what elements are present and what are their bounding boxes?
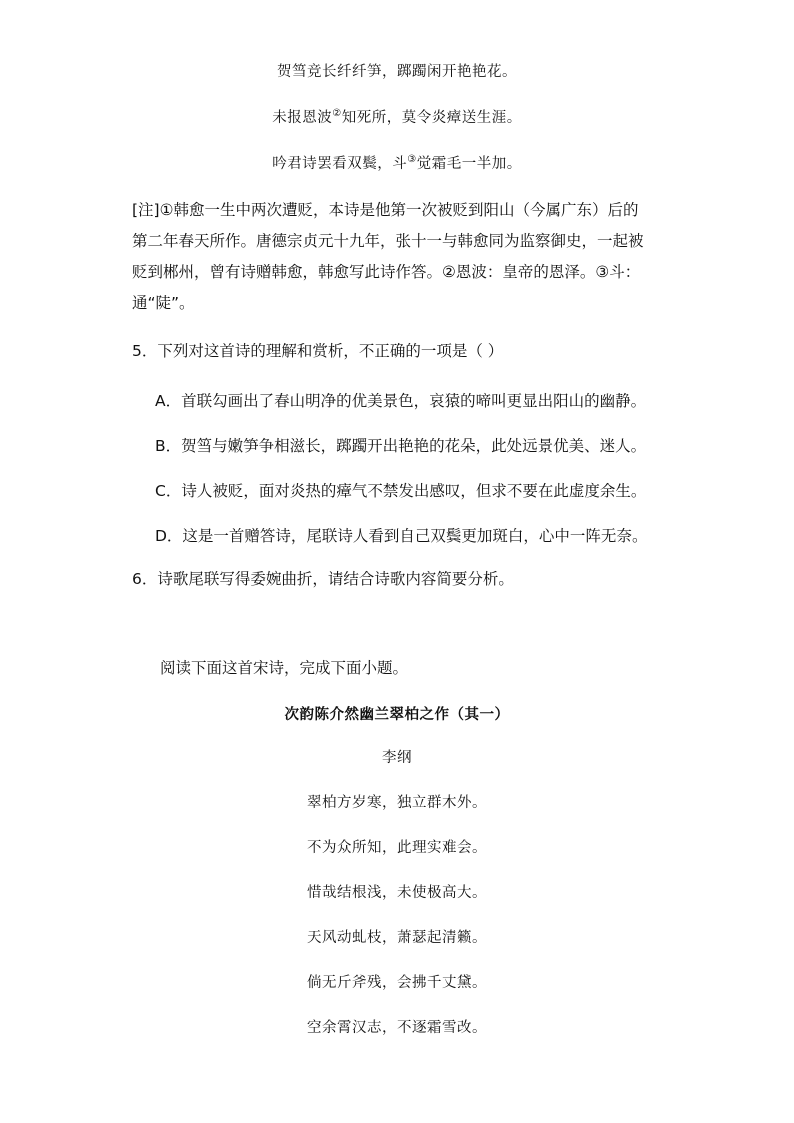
poem2-title: 次韵陈介然幽兰翠柏之作（其一） [284, 706, 510, 723]
poem1-line-1: 贺筜竞长纤纤笋，踯躅闲开艳艳花。 [277, 64, 517, 80]
note-line-3: 贬到郴州，曾有诗赠韩愈，韩愈写此诗作答。②恩波：皇帝的恩泽。③斗： [132, 263, 641, 281]
note-line-2: 第二年春天所作。唐德宗贞元十九年，张十一与韩愈同为监察御史，一起被 [132, 232, 644, 250]
poem2-line-4: 天风动虬枝，萧瑟起清籁。 [307, 930, 487, 946]
footnote-marker-3: ③ [407, 154, 417, 166]
footnote-marker-2: ② [332, 108, 342, 120]
poem2-line-2: 不为众所知，此理实难会。 [307, 840, 487, 856]
note-line-4: 通“陡”。 [132, 294, 195, 312]
question-5-option-c: C．诗人被贬，面对炎热的瘴气不禁发出感叹，但求不要在此虚度余生。 [155, 482, 647, 500]
note-line-1: [注]①韩愈一生中两次遭贬，本诗是他第一次被贬到阳山（今属广东）后的 [132, 201, 639, 219]
question-5-stem: 5．下列对这首诗的理解和赏析，不正确的一项是（ ） [132, 342, 504, 360]
poem2-line-1: 翠柏方岁寒，独立群木外。 [307, 795, 487, 811]
poem2-line-5: 倘无斤斧残，会拂千丈黛。 [307, 975, 487, 991]
question-5-option-a: A．首联勾画出了春山明净的优美景色，哀猿的啼叫更显出阳山的幽静。 [155, 392, 647, 410]
question-5-option-b: B．贺筜与嫩笋争相滋长，踯躅开出艳艳的花朵，此处远景优美、迷人。 [155, 437, 647, 455]
question-5-option-d: D．这是一首赠答诗，尾联诗人看到自己双鬓更加斑白，心中一阵无奈。 [155, 527, 648, 545]
poem1-line-3: 吟君诗罢看双鬓，斗③觉霜毛一半加。 [272, 154, 522, 172]
poem2-author: 李纲 [382, 750, 412, 766]
poem2-line-6: 空余霄汉志，不逐霜雪改。 [307, 1020, 487, 1036]
question-6-stem: 6．诗歌尾联写得委婉曲折，请结合诗歌内容简要分析。 [132, 570, 514, 588]
poem2-line-3: 惜哉结根浅，未使极高大。 [307, 885, 487, 901]
section2-intro: 阅读下面这首宋诗，完成下面小题。 [160, 659, 409, 677]
poem1-line-2: 未报恩波②知死所，莫令炎瘴送生涯。 [272, 108, 522, 126]
